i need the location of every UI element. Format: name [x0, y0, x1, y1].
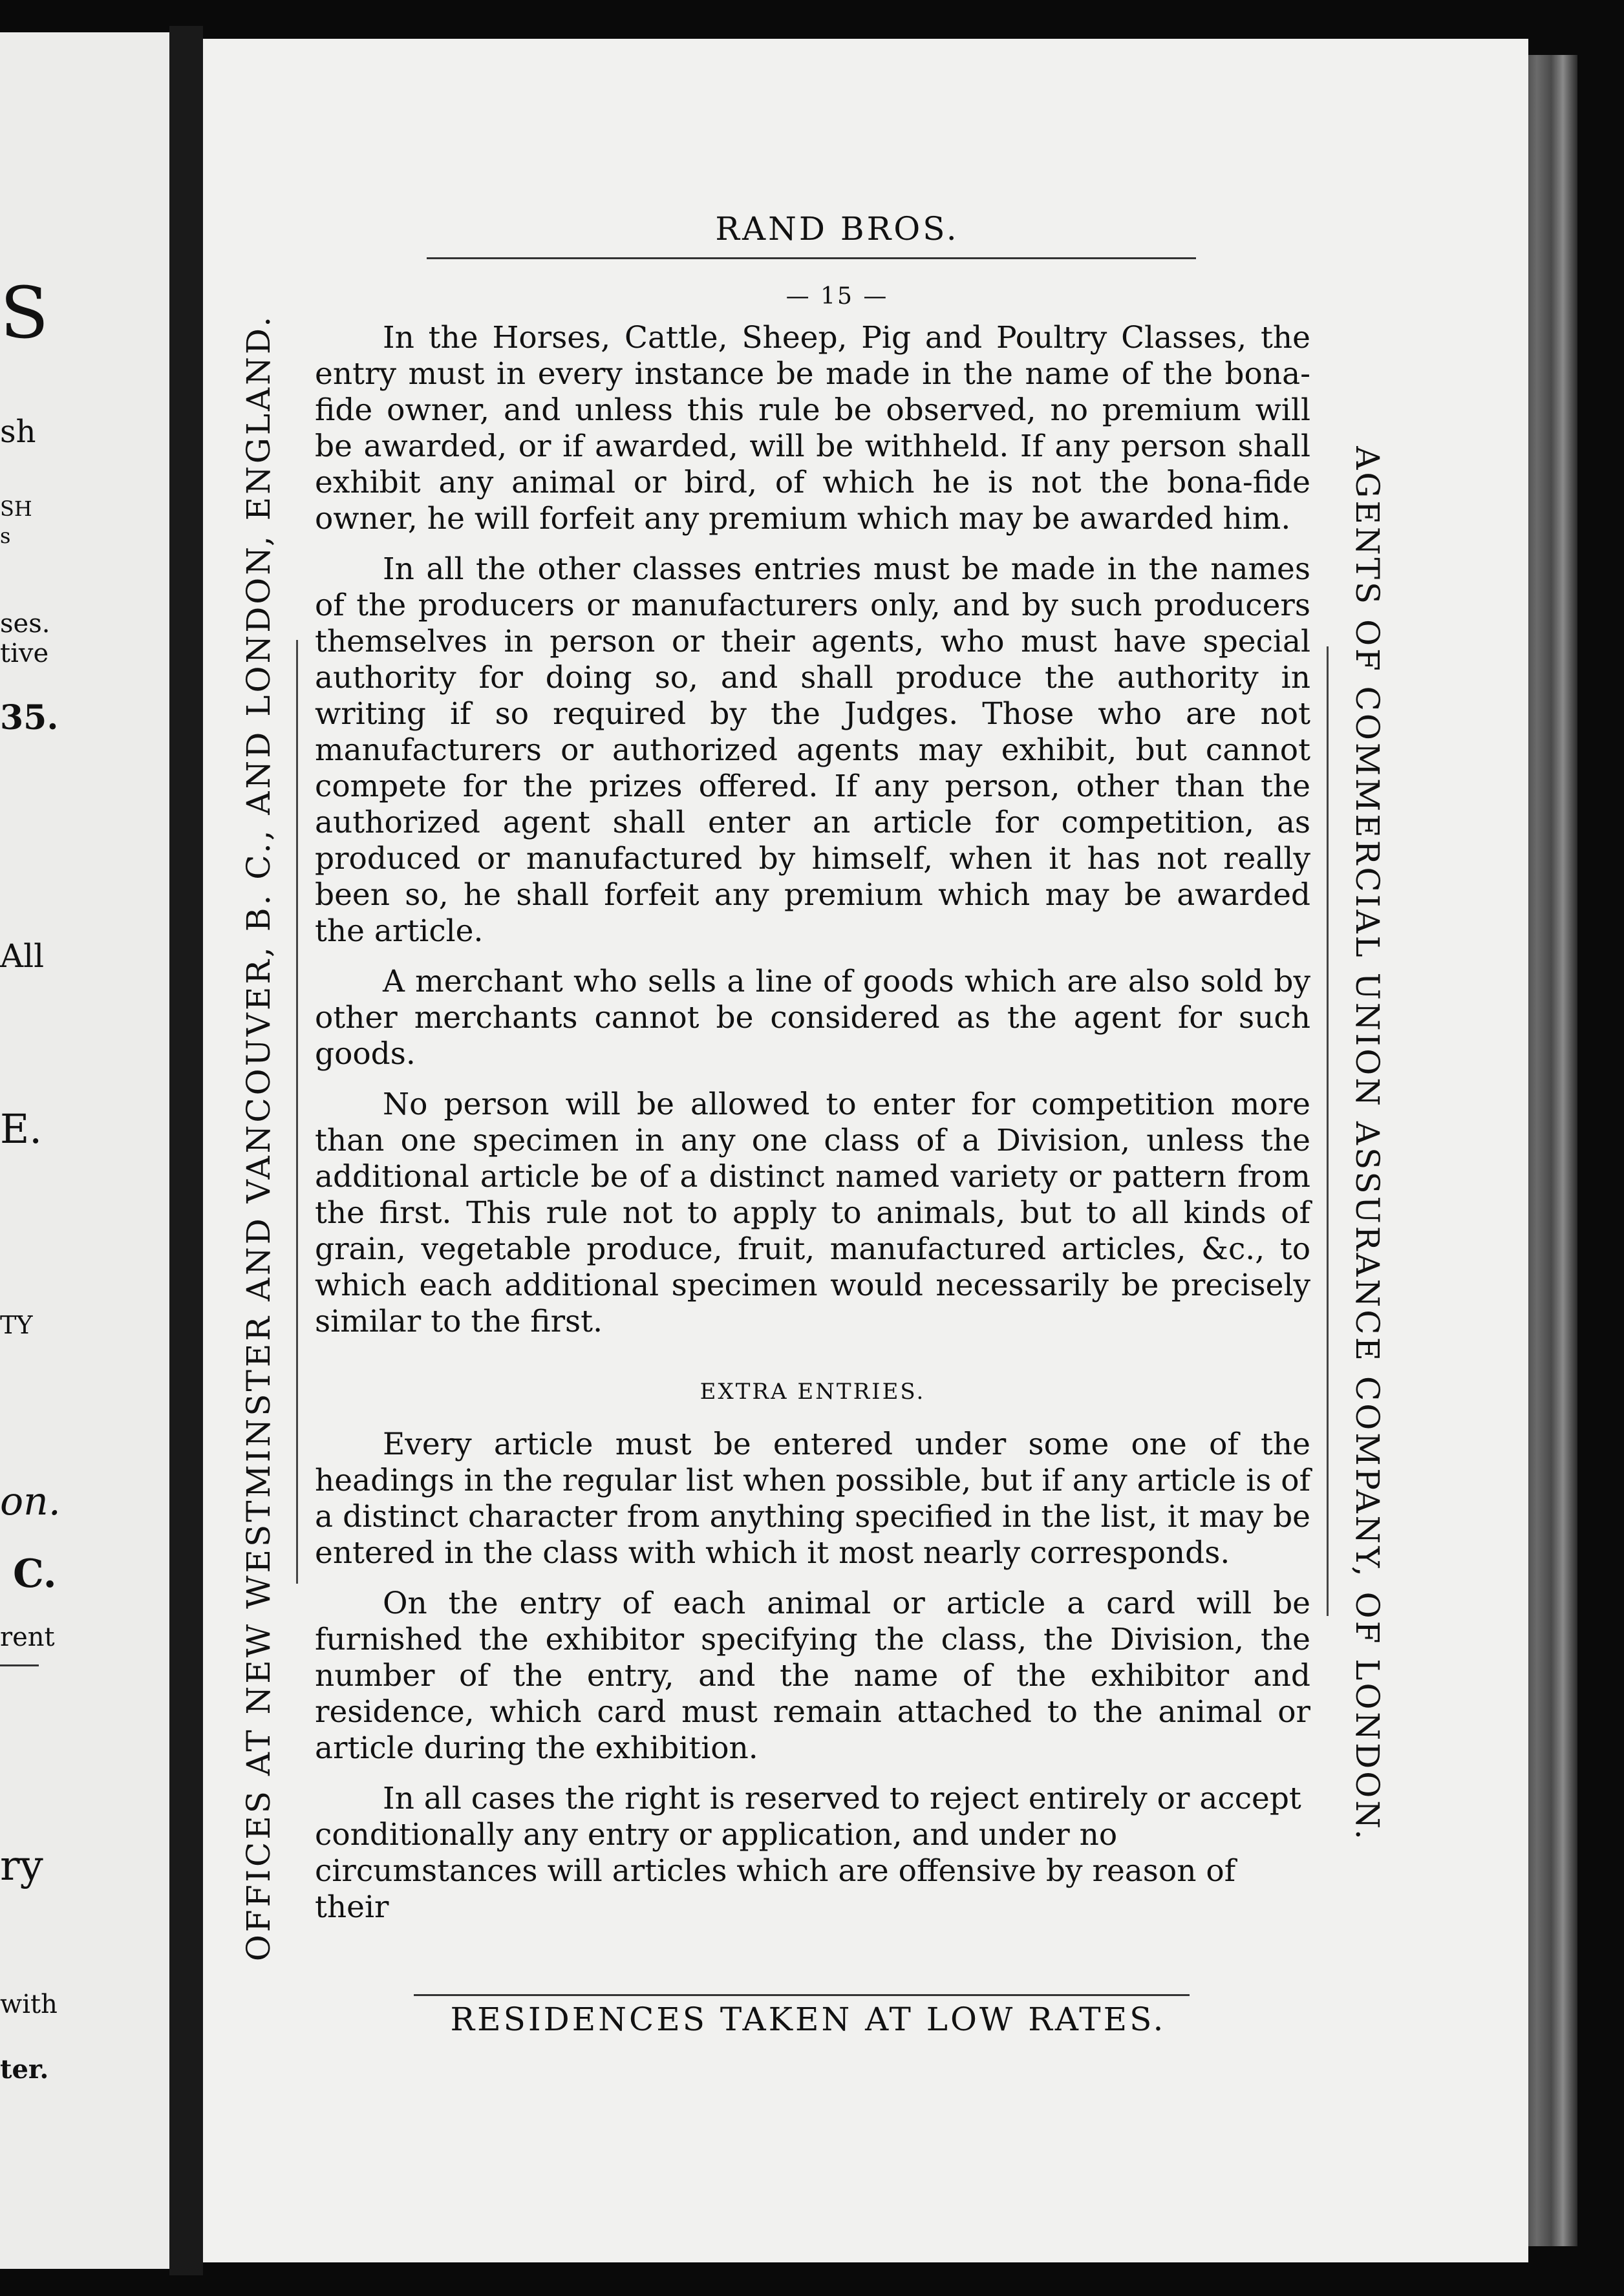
- left-border-line: [296, 640, 298, 1584]
- fragment: on.: [0, 1479, 61, 1524]
- paragraph: No person will be allowed to enter for competition more than one specimen in any one class of a Division, unless the additional article be of a distinct named variety or pattern from the first. This rule not to apply to animals, but to all kinds of grain, vegetable produce, fruit, manufactured articles, &c., to which each additional specimen would necessarily be precisely similar to the first.: [315, 1087, 1310, 1339]
- fragment: with: [0, 1990, 58, 2019]
- fragment: ses.: [0, 609, 50, 639]
- right-border-line: [1327, 646, 1329, 1616]
- section-heading: EXTRA ENTRIES.: [700, 1379, 926, 1405]
- footer-rule: [414, 1994, 1190, 1996]
- fragment: All: [0, 937, 45, 975]
- paragraph: In all the other classes entries must be made in the names of the producers or manufacturers only, and by such producers themselves in person or their agents, who must have special authority for doing so, and shall produce the authority in writing if so required by the Judges. Those who are not manufacturers or authorized agents may exhibit, but cannot compete for the prizes offered. If any person, other than the authorized agent shall enter an article for competition, as produced or manufactured by himself, when it has not really been so, he shall forfeit any premium which may be awarded the article.: [315, 551, 1310, 949]
- book-gutter: [169, 26, 203, 2275]
- fragment: SH: [0, 496, 32, 521]
- sidebar-left-text: OFFICES AT NEW WESTMINSTER AND VANCOUVER, B. C., AND LONDON, ENGLAND.: [240, 314, 277, 1962]
- body-text: [315, 320, 1310, 1940]
- header-rule: [427, 257, 1196, 259]
- fragment: sh: [0, 414, 36, 450]
- paragraph: Every article must be entered under some one of the headings in the regular list when possible, but if any article is of a distinct character from anything specified in the list, it may be entered in the class with which it most nearly corresponds.: [315, 1427, 1310, 1571]
- page-footer: RESIDENCES TAKEN AT LOW RATES.: [450, 2001, 1166, 2038]
- paragraph: On the entry of each animal or article a card will be furnished the exhibitor specifying the class, the Division, the number of the entry, and the name of the exhibitor and residence, which card must remain attached to the animal or article during the exhibition.: [315, 1586, 1310, 1766]
- sidebar-right-text: AGENTS OF COMMERCIAL UNION ASSURANCE COMPANY, OF LONDON.: [1349, 446, 1386, 1842]
- paragraph: A merchant who sells a line of goods which are also sold by other merchants cannot be considered as the agent for such goods.: [315, 964, 1310, 1072]
- page-number: — 15 —: [785, 283, 889, 310]
- fragment: ter.: [0, 2054, 49, 2085]
- fragment: TY: [0, 1311, 33, 1339]
- fragment: E.: [0, 1105, 42, 1153]
- previous-page-edge: [0, 32, 169, 2269]
- fragment: ry: [0, 1842, 43, 1890]
- divider: [0, 1664, 39, 1666]
- fragment: C.: [13, 1551, 57, 1597]
- fragment: S: [0, 271, 49, 354]
- paragraph: In the Horses, Cattle, Sheep, Pig and Poultry Classes, the entry must in every instance be made in the name of the bona-fide owner, and unless this rule be observed, no premium will be awarded, or if awarded, will be withheld. If any person shall exhibit any animal or bird, of which he is not the bona-fide owner, he will forfeit any premium which may be awarded him.: [315, 320, 1310, 537]
- fragment: 35.: [0, 698, 59, 738]
- fragment: rent: [0, 1622, 55, 1652]
- fragment: s: [0, 524, 11, 548]
- paragraph: In all cases the right is reserved to reject entirely or accept conditionally any entry or application, and under no circumstances will articles which are offensive by reason of their: [315, 1781, 1301, 1925]
- fragment: tive: [0, 639, 49, 668]
- page-header: RAND BROS.: [715, 210, 959, 248]
